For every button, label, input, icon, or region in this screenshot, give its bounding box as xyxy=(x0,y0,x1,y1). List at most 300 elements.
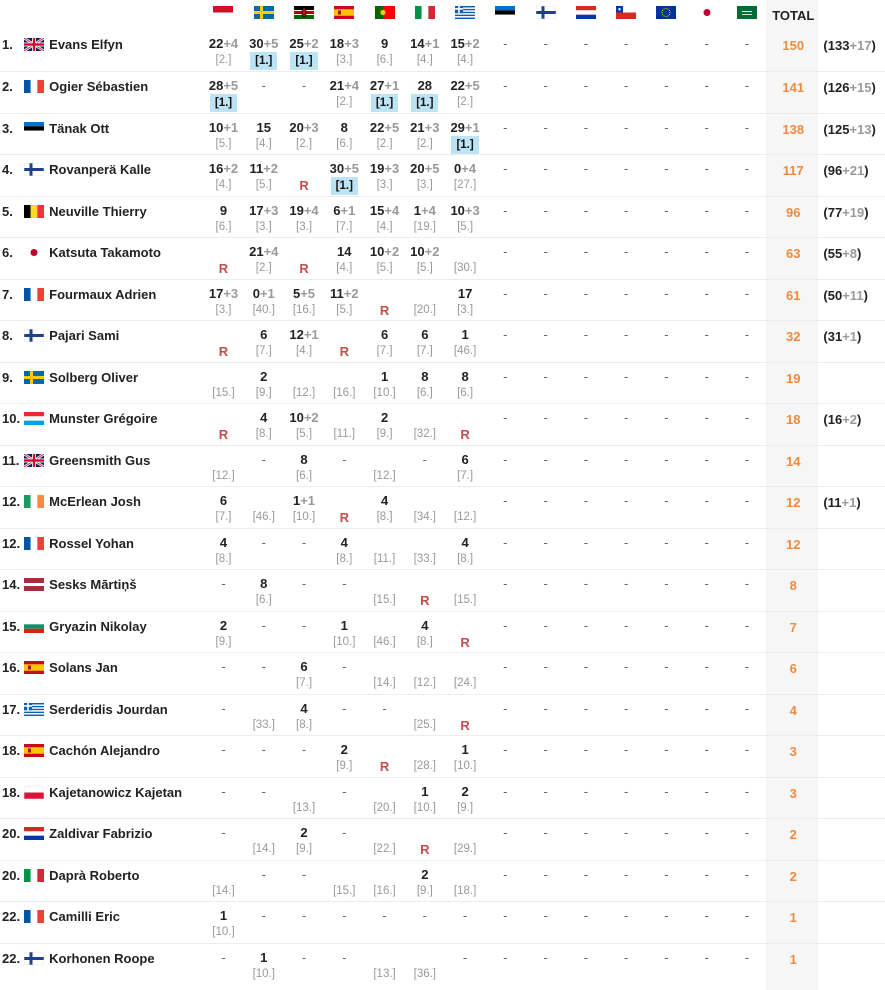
result-cell xyxy=(324,155,364,197)
points xyxy=(445,368,485,385)
header-rally-swe xyxy=(244,0,284,30)
no-result: - xyxy=(623,368,629,384)
no-result: - xyxy=(744,576,750,591)
finish-position xyxy=(405,551,445,569)
result-cell xyxy=(727,528,767,570)
points xyxy=(445,866,485,883)
driver-row[interactable] xyxy=(0,155,885,197)
finish-position xyxy=(364,592,404,610)
spain-flag-icon xyxy=(334,6,354,19)
points xyxy=(244,285,284,302)
finish-position-value: [7.] xyxy=(376,345,393,357)
result-cell xyxy=(324,238,364,280)
retired-marker: R xyxy=(218,427,229,442)
points xyxy=(284,160,324,177)
driver-row[interactable] xyxy=(0,653,885,695)
no-result: - xyxy=(623,617,629,633)
result-cell xyxy=(687,611,727,653)
finish-position-value: [5.] xyxy=(255,179,272,191)
result-cell xyxy=(445,362,485,404)
finish-position xyxy=(364,385,404,403)
result-cell xyxy=(244,321,284,363)
no-result: - xyxy=(583,493,589,508)
no-result: - xyxy=(422,908,427,923)
no-result: - xyxy=(503,36,508,51)
result-cell xyxy=(525,362,565,404)
result-cell xyxy=(284,321,324,363)
driver-row[interactable] xyxy=(0,860,885,902)
points xyxy=(203,202,243,219)
total-bonus: +21 xyxy=(842,163,865,178)
driver-row[interactable] xyxy=(0,611,885,653)
result-cell xyxy=(405,196,445,238)
driver-name[interactable]: Solans Jan xyxy=(49,660,118,675)
driver-row[interactable] xyxy=(0,736,885,778)
result-cell xyxy=(727,487,767,529)
result-cell xyxy=(606,30,646,72)
driver-name-cell[interactable] xyxy=(24,404,203,446)
finish-position xyxy=(405,343,445,361)
driver-position: 20. xyxy=(2,826,21,841)
finish-position-value: [2.] xyxy=(336,96,353,108)
driver-name-cell[interactable] xyxy=(24,238,203,280)
header-rally-gre xyxy=(445,0,485,30)
result-cell xyxy=(405,943,445,985)
driver-name-cell[interactable] xyxy=(24,279,203,321)
driver-row[interactable] xyxy=(0,902,885,944)
no-result: - xyxy=(543,119,548,135)
total-points: 63 xyxy=(786,246,801,261)
result-cell xyxy=(284,819,324,861)
driver-name[interactable]: Zaldivar Fabrizio xyxy=(49,826,153,841)
result-cell xyxy=(445,196,485,238)
no-result: - xyxy=(664,617,669,633)
result-cell xyxy=(324,445,364,487)
points xyxy=(405,617,445,634)
finish-position xyxy=(284,219,324,237)
driver-row[interactable] xyxy=(0,279,885,321)
finish-position-value: [10.] xyxy=(212,926,235,938)
result-cell xyxy=(485,155,525,197)
driver-name-cell[interactable] xyxy=(24,819,203,861)
points xyxy=(324,160,364,177)
result-cell xyxy=(525,694,565,736)
points xyxy=(324,409,364,426)
driver-name[interactable]: Korhonen Roope xyxy=(49,950,155,966)
points-value: 21 xyxy=(410,119,425,135)
finish-position xyxy=(324,136,364,154)
no-result: - xyxy=(623,949,629,965)
result-cell xyxy=(203,238,243,280)
total-bonus: +8 xyxy=(842,246,858,261)
driver-name-cell[interactable] xyxy=(24,362,203,404)
points xyxy=(284,658,324,675)
result-cell xyxy=(364,570,404,612)
points xyxy=(364,160,404,177)
no-result: - xyxy=(664,451,669,467)
result-cell xyxy=(244,736,284,778)
finish-position xyxy=(324,634,364,652)
total-points: 141 xyxy=(782,80,805,95)
result-cell xyxy=(324,860,364,902)
finish-position xyxy=(405,883,445,901)
result-cell xyxy=(324,902,364,944)
result-cell xyxy=(566,943,606,985)
result-cell xyxy=(485,238,525,280)
result-cell xyxy=(244,902,284,944)
no-result: - xyxy=(543,576,548,591)
result-cell xyxy=(405,487,445,529)
finish-position xyxy=(405,260,445,278)
eu-flag-icon xyxy=(656,6,676,19)
driver-row[interactable] xyxy=(0,196,885,238)
points xyxy=(364,492,404,509)
driver-name[interactable]: Evans Elfyn xyxy=(49,37,123,52)
result-cell xyxy=(606,362,646,404)
driver-name[interactable]: Solberg Oliver xyxy=(49,369,139,385)
driver-name-cell[interactable] xyxy=(24,113,203,155)
points-value: 15 xyxy=(450,36,465,51)
result-cell xyxy=(646,570,686,612)
points-value: 6 xyxy=(219,493,228,508)
driver-name[interactable]: McErlean Josh xyxy=(49,494,141,509)
finish-position-value: [2.] xyxy=(296,137,313,150)
finish-position xyxy=(445,94,485,112)
bonus-points: +1 xyxy=(303,327,319,342)
driver-name[interactable]: Greensmith Gus xyxy=(49,452,151,468)
driver-row[interactable] xyxy=(0,72,885,114)
finish-position xyxy=(364,260,404,278)
bonus-points: +3 xyxy=(223,285,239,301)
driver-name-cell[interactable] xyxy=(24,653,203,695)
result-cell xyxy=(606,321,646,363)
finish-position xyxy=(405,52,445,70)
points xyxy=(284,824,324,841)
no-result: - xyxy=(664,119,669,135)
result-cell xyxy=(646,404,686,446)
no-result: - xyxy=(744,825,750,840)
no-result: - xyxy=(744,908,750,923)
points-value: 22 xyxy=(208,36,224,51)
result-cell xyxy=(405,238,445,280)
result-cell xyxy=(364,321,404,363)
result-cell xyxy=(445,404,485,446)
driver-name-cell[interactable] xyxy=(24,736,203,778)
driver-row[interactable] xyxy=(0,321,885,363)
driver-name-cell[interactable] xyxy=(24,902,203,944)
driver-name[interactable]: Neuville Thierry xyxy=(49,203,147,219)
points-value: 2 xyxy=(219,617,228,633)
result-cell xyxy=(405,819,445,861)
driver-name[interactable]: Pajari Sami xyxy=(49,328,120,343)
finish-position-value: [7.] xyxy=(457,469,474,482)
driver-row[interactable] xyxy=(0,487,885,529)
close-paren: ) xyxy=(857,246,862,261)
driver-name-cell[interactable] xyxy=(24,30,203,72)
points-value: 20 xyxy=(289,119,304,135)
driver-name-cell[interactable] xyxy=(24,321,203,363)
result-cell xyxy=(687,72,727,114)
driver-name[interactable]: Sesks Mārtiņš xyxy=(49,577,137,592)
points xyxy=(324,77,364,94)
points xyxy=(324,492,364,509)
no-result: - xyxy=(583,244,589,259)
result-cell xyxy=(364,819,404,861)
driver-row[interactable] xyxy=(0,113,885,155)
retired-marker: R xyxy=(299,178,309,193)
result-cell xyxy=(525,902,565,944)
no-result: - xyxy=(704,783,709,799)
paraguay-flag-icon xyxy=(576,6,596,19)
no-result: - xyxy=(503,202,508,218)
total-points: 7 xyxy=(789,619,797,635)
driver-name[interactable]: Ogier Sébastien xyxy=(49,79,149,94)
header-rally-par xyxy=(566,0,606,30)
finish-position xyxy=(364,136,404,154)
driver-name-cell[interactable] xyxy=(24,72,203,114)
driver-row[interactable] xyxy=(0,528,885,570)
result-cell xyxy=(687,777,727,819)
finish-position xyxy=(405,634,445,652)
result-cell xyxy=(203,404,243,446)
points-value: 2 xyxy=(300,825,308,840)
driver-name[interactable]: Kajetanowicz Kajetan xyxy=(49,784,183,800)
finish-position xyxy=(364,468,404,486)
result-cell xyxy=(566,404,606,446)
finish-position xyxy=(364,94,404,112)
driver-name[interactable]: Katsuta Takamoto xyxy=(49,245,161,260)
no-result: - xyxy=(543,202,548,218)
driver-name-cell[interactable] xyxy=(24,694,203,736)
driver-name-cell[interactable] xyxy=(24,528,203,570)
result-cell xyxy=(646,113,686,155)
finish-position xyxy=(284,136,324,154)
result-cell xyxy=(566,819,606,861)
points xyxy=(244,492,284,509)
driver-name-cell[interactable] xyxy=(24,860,203,902)
points xyxy=(284,326,324,343)
result-cell xyxy=(687,113,727,155)
points-breakdown xyxy=(819,902,885,944)
no-result: - xyxy=(342,949,347,965)
driver-name-cell[interactable] xyxy=(24,943,203,985)
driver-row[interactable] xyxy=(0,777,885,819)
finish-position xyxy=(445,260,485,278)
finish-position-value: [16.] xyxy=(333,386,356,399)
finish-position-value: [4.] xyxy=(255,137,272,150)
result-cell xyxy=(244,404,284,446)
header-rally-por xyxy=(364,0,404,30)
points xyxy=(405,492,445,509)
driver-name-cell[interactable] xyxy=(24,611,203,653)
driver-name[interactable]: Camilli Eric xyxy=(49,909,120,924)
finish-position xyxy=(203,302,243,320)
total-points: 150 xyxy=(782,38,805,53)
finish-position-value: [10.] xyxy=(413,801,437,814)
finish-position-value: [5.] xyxy=(336,303,353,316)
driver-name[interactable]: Serderidis Jourdan xyxy=(49,701,168,717)
no-result: - xyxy=(261,742,266,757)
result-cell xyxy=(525,279,565,321)
base-points: (55 xyxy=(823,246,843,261)
driver-name-cell[interactable] xyxy=(24,155,203,197)
result-cell xyxy=(324,611,364,653)
driver-name-cell[interactable] xyxy=(24,777,203,819)
points xyxy=(405,202,445,219)
no-result: - xyxy=(503,368,508,384)
points-value: 4 xyxy=(260,410,268,425)
result-cell xyxy=(405,860,445,902)
finish-position xyxy=(364,509,404,527)
base-points: (16 xyxy=(823,412,843,427)
driver-row[interactable] xyxy=(0,30,885,72)
driver-row[interactable] xyxy=(0,445,885,487)
header-row xyxy=(0,0,885,30)
driver-name[interactable]: Cachón Alejandro xyxy=(49,743,160,758)
driver-position: 15. xyxy=(2,618,21,634)
close-paren: ) xyxy=(863,287,868,303)
points xyxy=(284,451,324,468)
points xyxy=(445,492,485,509)
result-cell xyxy=(606,113,646,155)
driver-name-cell[interactable] xyxy=(24,570,203,612)
no-result: - xyxy=(503,119,508,135)
points xyxy=(445,741,485,758)
result-cell xyxy=(687,362,727,404)
header-rally-eur xyxy=(646,0,686,30)
driver-row[interactable] xyxy=(0,362,885,404)
result-cell xyxy=(284,196,324,238)
points xyxy=(203,368,243,385)
no-result: - xyxy=(221,783,226,799)
win-badge: [1.] xyxy=(250,52,277,70)
result-cell xyxy=(566,611,606,653)
result-cell xyxy=(445,902,485,944)
py-flag-icon xyxy=(24,827,44,840)
driver-row[interactable] xyxy=(0,694,885,736)
result-cell xyxy=(244,487,284,529)
finish-position xyxy=(445,136,485,154)
result-cell xyxy=(203,321,243,363)
result-cell xyxy=(687,860,727,902)
points-value: 6 xyxy=(333,202,341,218)
no-result: - xyxy=(583,783,589,799)
driver-row[interactable] xyxy=(0,570,885,612)
result-cell xyxy=(405,113,445,155)
result-cell xyxy=(646,238,686,280)
no-result: - xyxy=(342,825,347,840)
result-cell xyxy=(606,404,646,446)
es-flag-icon xyxy=(24,661,44,674)
points xyxy=(203,866,243,883)
no-result: - xyxy=(301,866,307,882)
no-result: - xyxy=(301,949,307,965)
finish-position-value: [7.] xyxy=(255,345,272,357)
driver-name-cell[interactable] xyxy=(24,196,203,238)
finish-position-value: [15.] xyxy=(333,884,356,897)
points xyxy=(445,575,485,592)
result-cell xyxy=(284,155,324,197)
no-result: - xyxy=(543,493,548,508)
driver-name[interactable]: Munster Grégoire xyxy=(49,411,158,426)
no-result: - xyxy=(664,493,669,508)
bonus-points: +5 xyxy=(263,36,279,51)
result-cell xyxy=(687,819,727,861)
driver-name[interactable]: Tänak Ott xyxy=(49,120,110,136)
result-cell xyxy=(687,943,727,985)
result-cell xyxy=(606,653,646,695)
points-breakdown xyxy=(819,487,885,529)
driver-position: 1. xyxy=(2,37,13,52)
finish-position xyxy=(405,385,445,403)
driver-name[interactable]: Daprà Roberto xyxy=(49,867,140,883)
driver-row[interactable] xyxy=(0,404,885,446)
no-result: - xyxy=(583,202,589,218)
bg-flag-icon xyxy=(24,620,44,633)
no-result: - xyxy=(744,161,750,176)
points xyxy=(364,824,404,841)
result-cell xyxy=(606,196,646,238)
driver-name[interactable]: Rossel Yohan xyxy=(49,535,134,551)
finish-position xyxy=(405,966,445,984)
finish-position xyxy=(244,136,284,154)
result-cell xyxy=(687,487,727,529)
driver-name-cell[interactable] xyxy=(24,487,203,529)
result-cell xyxy=(445,30,485,72)
total-points: 3 xyxy=(789,785,797,801)
result-cell xyxy=(727,570,767,612)
finish-position xyxy=(364,219,404,237)
result-cell xyxy=(244,943,284,985)
header-name xyxy=(24,0,203,30)
driver-row[interactable] xyxy=(0,238,885,280)
result-cell xyxy=(646,279,686,321)
result-cell xyxy=(244,777,284,819)
driver-name-cell[interactable] xyxy=(24,445,203,487)
finish-position xyxy=(244,966,284,984)
finish-position xyxy=(284,717,324,735)
no-result: - xyxy=(623,327,629,342)
result-cell xyxy=(727,736,767,778)
points xyxy=(445,326,485,343)
result-cell xyxy=(405,321,445,363)
monaco-flag-icon xyxy=(213,6,233,19)
driver-name[interactable]: Rovanperä Kalle xyxy=(49,162,152,177)
no-result: - xyxy=(623,493,629,508)
points xyxy=(364,741,404,758)
driver-row[interactable] xyxy=(0,943,885,985)
driver-name[interactable]: Fourmaux Adrien xyxy=(49,286,157,302)
base-points: (96 xyxy=(823,163,843,178)
points-breakdown xyxy=(819,238,885,280)
no-result: - xyxy=(664,244,669,259)
result-cell xyxy=(364,238,404,280)
finish-position xyxy=(284,509,324,527)
result-cell xyxy=(284,279,324,321)
finish-position-value: [2.] xyxy=(457,96,474,108)
points xyxy=(364,575,404,592)
finish-position xyxy=(244,177,284,195)
driver-row[interactable] xyxy=(0,819,885,861)
bonus-points: +2 xyxy=(263,161,279,176)
result-cell xyxy=(646,30,686,72)
no-result: - xyxy=(543,368,548,384)
no-result: - xyxy=(744,327,750,342)
result-cell xyxy=(566,279,606,321)
driver-name[interactable]: Gryazin Nikolay xyxy=(49,618,147,634)
no-result: - xyxy=(301,742,307,757)
finish-position-value: [16.] xyxy=(373,884,396,897)
